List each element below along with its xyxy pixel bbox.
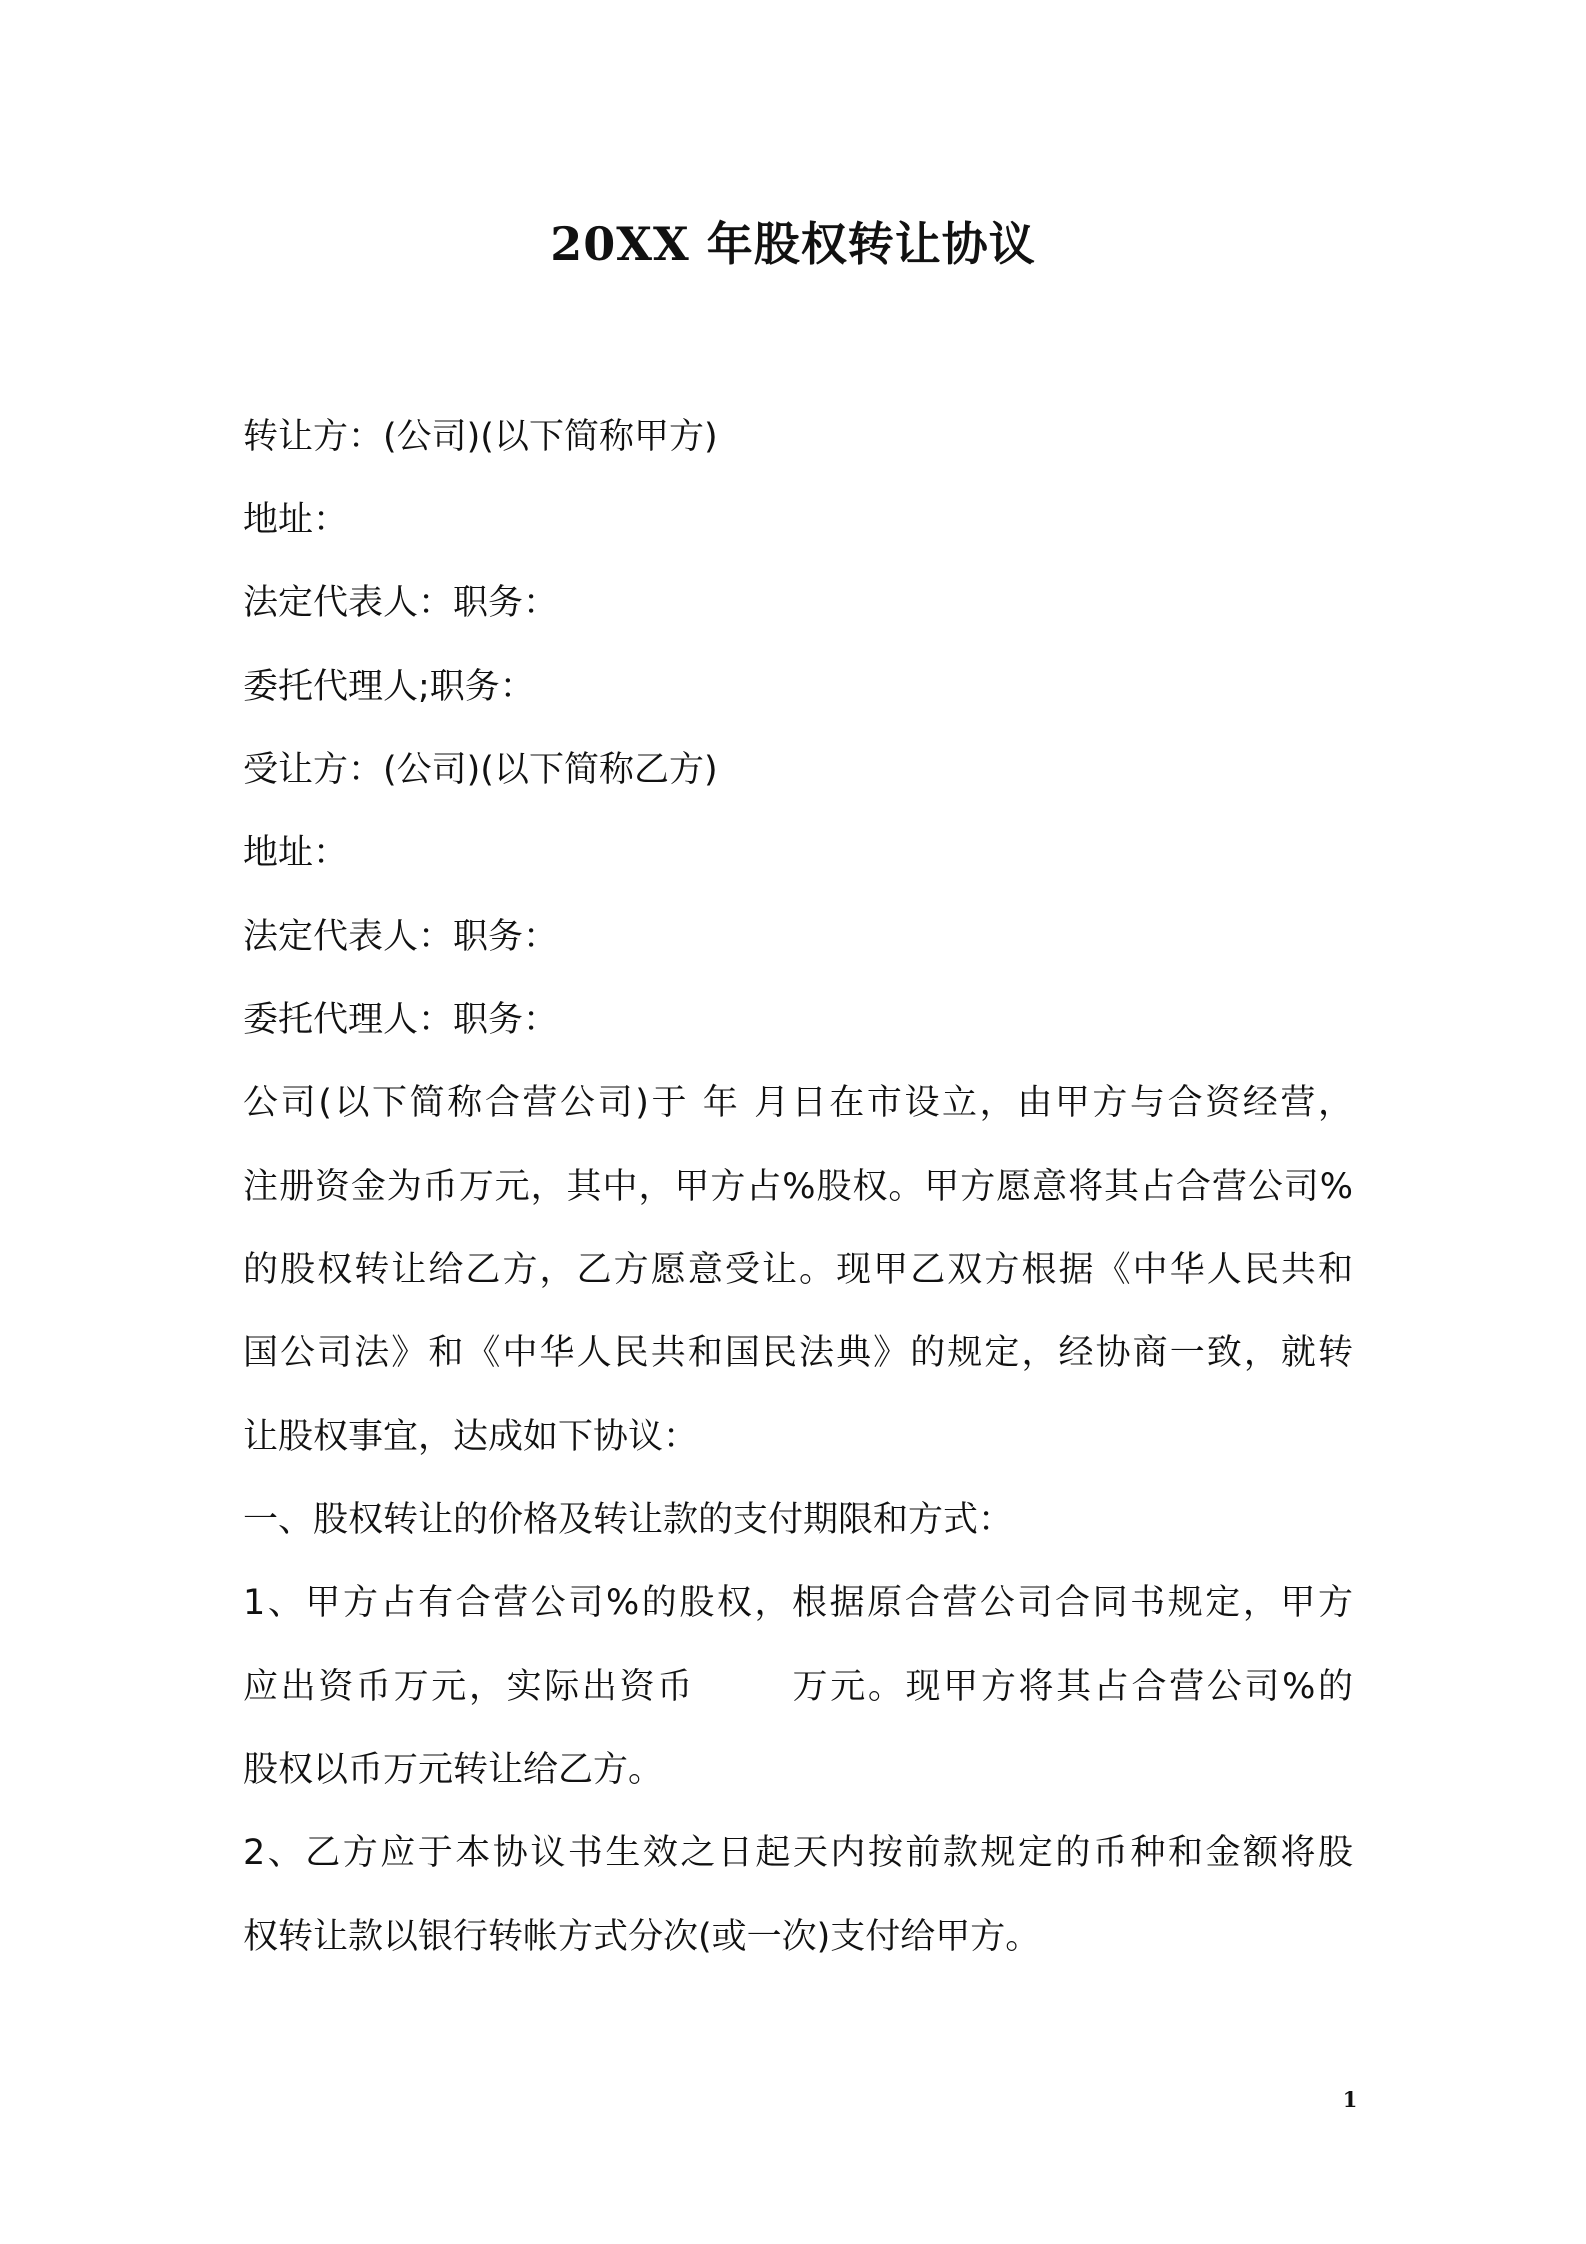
clause-1-text-part: 应出资币万元，实际出资币 xyxy=(243,1667,695,1707)
preamble-line: 让股权事宜，达成如下协议： xyxy=(243,1417,699,1457)
preamble-line: 的股权转让给乙方，乙方愿意受让。现甲乙双方根据《中华人民共和 xyxy=(243,1250,1353,1290)
transferor-legal-rep: 法定代表人：职务： xyxy=(243,583,559,623)
transferor-address: 地址： xyxy=(243,500,349,540)
transferee-legal-rep: 法定代表人：职务： xyxy=(243,917,559,957)
clause-1-line: 股权以币万元转让给乙方。 xyxy=(243,1750,664,1790)
transferee-line: 受让方：(公司)(以下简称乙方) xyxy=(243,750,718,790)
transferee-agent: 委托代理人：职务： xyxy=(243,1000,559,1040)
preamble-line: 注册资金为币万元，其中，甲方占%股权。甲方愿意将其占合营公司% xyxy=(243,1167,1353,1207)
page-number: 1 xyxy=(1342,2087,1358,2112)
preamble-line: 国公司法》和《中华人民共和国民法典》的规定，经协商一致，就转 xyxy=(243,1333,1353,1373)
transferor-line: 转让方：(公司)(以下简称甲方) xyxy=(243,417,718,457)
transferor-agent: 委托代理人;职务： xyxy=(243,667,535,707)
document-title: 20XX 年股权转让协议 xyxy=(550,217,1036,271)
transferee-address: 地址： xyxy=(243,833,349,873)
clause-1-line: 1、甲方占有合营公司%的股权，根据原合营公司合同书规定，甲方 xyxy=(243,1583,1353,1623)
preamble-line: 公司(以下简称合营公司)于 年 月日在市设立，由甲方与合资经营， xyxy=(243,1083,1353,1123)
clause-1-line xyxy=(243,1662,1353,1712)
clause-2-line: 2、乙方应于本协议书生效之日起天内按前款规定的币种和金额将股 xyxy=(243,1833,1353,1873)
clause-2-line: 权转让款以银行转帐方式分次(或一次)支付给甲方。 xyxy=(243,1917,1041,1957)
section-heading: 一、股权转让的价格及转让款的支付期限和方式： xyxy=(243,1500,1014,1540)
clause-1-text-part: 万元。现甲方将其占合营公司%的 xyxy=(789,1667,1353,1707)
